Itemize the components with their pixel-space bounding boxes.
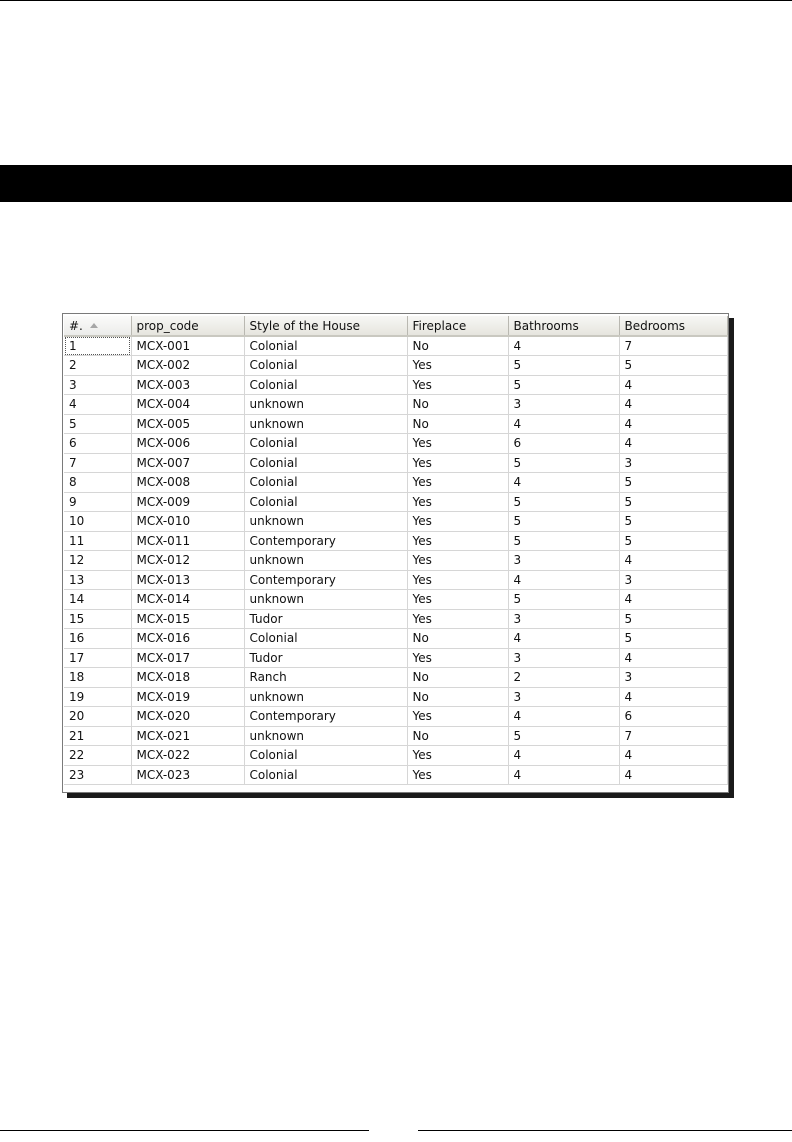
prop-code-cell[interactable]: MCX-016: [131, 629, 244, 649]
table-row[interactable]: [64, 726, 727, 746]
prop-code-cell[interactable]: MCX-010: [131, 512, 244, 532]
bedrooms-cell[interactable]: 4: [619, 746, 727, 766]
bathrooms-cell[interactable]: 5: [508, 726, 619, 746]
bedrooms-cell[interactable]: 7: [619, 336, 727, 356]
fireplace-cell[interactable]: Yes: [407, 707, 508, 727]
style-cell[interactable]: Colonial: [244, 629, 407, 649]
style-cell[interactable]: Tudor: [244, 609, 407, 629]
bathrooms-cell[interactable]: 4: [508, 414, 619, 434]
prop-code-cell[interactable]: MCX-023: [131, 765, 244, 785]
fireplace-cell[interactable]: Yes: [407, 531, 508, 551]
row-number-cell[interactable]: 16: [64, 629, 131, 649]
row-number-cell[interactable]: 15: [64, 609, 131, 629]
table-row[interactable]: [64, 453, 727, 473]
fireplace-cell[interactable]: Yes: [407, 473, 508, 493]
data-table: [64, 316, 728, 785]
row-number-cell[interactable]: 23: [64, 765, 131, 785]
bathrooms-cell[interactable]: 4: [508, 707, 619, 727]
bedrooms-cell[interactable]: 7: [619, 726, 727, 746]
header-row: [64, 316, 727, 336]
bedrooms-cell[interactable]: 4: [619, 648, 727, 668]
row-number-cell[interactable]: 11: [64, 531, 131, 551]
table-row[interactable]: [64, 492, 727, 512]
row-number-cell[interactable]: 10: [64, 512, 131, 532]
bathrooms-cell[interactable]: 3: [508, 551, 619, 571]
table-row[interactable]: [64, 473, 727, 493]
bedrooms-cell[interactable]: 4: [619, 551, 727, 571]
row-number-cell[interactable]: 8: [64, 473, 131, 493]
row-number-cell[interactable]: 12: [64, 551, 131, 571]
fireplace-cell[interactable]: Yes: [407, 570, 508, 590]
fireplace-cell[interactable]: Yes: [407, 765, 508, 785]
table-body: [64, 336, 727, 785]
bedrooms-cell[interactable]: 4: [619, 687, 727, 707]
section-header-bar: [0, 165, 792, 202]
bathrooms-cell[interactable]: 3: [508, 395, 619, 415]
bedrooms-cell[interactable]: 5: [619, 531, 727, 551]
bathrooms-cell[interactable]: 4: [508, 473, 619, 493]
bedrooms-cell[interactable]: 3: [619, 668, 727, 688]
prop-code-cell[interactable]: MCX-005: [131, 414, 244, 434]
bedrooms-cell[interactable]: 4: [619, 375, 727, 395]
bedrooms-cell[interactable]: 5: [619, 629, 727, 649]
fireplace-cell[interactable]: Yes: [407, 512, 508, 532]
table-row[interactable]: [64, 336, 727, 356]
style-cell[interactable]: Colonial: [244, 746, 407, 766]
footer-rule-right: [418, 1130, 792, 1131]
row-number-cell[interactable]: 5: [64, 414, 131, 434]
style-cell[interactable]: unknown: [244, 551, 407, 571]
fireplace-cell[interactable]: No: [407, 395, 508, 415]
column-header-label: Bathrooms: [513, 318, 579, 333]
fireplace-cell[interactable]: Yes: [407, 453, 508, 473]
bedrooms-cell[interactable]: 4: [619, 765, 727, 785]
style-cell[interactable]: unknown: [244, 590, 407, 610]
row-number-cell[interactable]: 4: [64, 395, 131, 415]
style-cell[interactable]: Colonial: [244, 356, 407, 376]
table-row[interactable]: [64, 590, 727, 610]
fireplace-cell[interactable]: No: [407, 336, 508, 356]
table-row[interactable]: [64, 648, 727, 668]
fireplace-cell[interactable]: No: [407, 414, 508, 434]
row-number-cell[interactable]: 22: [64, 746, 131, 766]
bathrooms-cell[interactable]: 5: [508, 590, 619, 610]
row-number-cell[interactable]: 2: [64, 356, 131, 376]
bathrooms-cell[interactable]: 5: [508, 356, 619, 376]
table-row[interactable]: [64, 765, 727, 785]
bathrooms-cell[interactable]: 6: [508, 434, 619, 454]
row-number-cell[interactable]: 19: [64, 687, 131, 707]
bathrooms-cell[interactable]: 5: [508, 531, 619, 551]
fireplace-cell[interactable]: Yes: [407, 356, 508, 376]
style-cell[interactable]: unknown: [244, 395, 407, 415]
style-cell[interactable]: Colonial: [244, 473, 407, 493]
table-row[interactable]: [64, 609, 727, 629]
fireplace-cell[interactable]: Yes: [407, 492, 508, 512]
fireplace-cell[interactable]: Yes: [407, 434, 508, 454]
row-number-cell[interactable]: 18: [64, 668, 131, 688]
prop-code-cell[interactable]: MCX-013: [131, 570, 244, 590]
prop-code-cell[interactable]: MCX-009: [131, 492, 244, 512]
top-rule: [0, 0, 792, 1]
style-cell[interactable]: Colonial: [244, 336, 407, 356]
table-row[interactable]: [64, 414, 727, 434]
sort-ascending-icon: [90, 323, 98, 328]
column-header-label: Style of the House: [249, 318, 360, 333]
fireplace-cell[interactable]: No: [407, 629, 508, 649]
bathrooms-cell[interactable]: 4: [508, 746, 619, 766]
bedrooms-cell[interactable]: 5: [619, 512, 727, 532]
bathrooms-cell[interactable]: 4: [508, 765, 619, 785]
bedrooms-cell[interactable]: 4: [619, 414, 727, 434]
bathrooms-cell[interactable]: 4: [508, 629, 619, 649]
style-cell[interactable]: unknown: [244, 414, 407, 434]
data-grid: [62, 313, 729, 793]
footer-rule-left: [0, 1130, 369, 1131]
style-cell[interactable]: unknown: [244, 512, 407, 532]
bathrooms-cell[interactable]: 4: [508, 570, 619, 590]
style-cell[interactable]: Colonial: [244, 375, 407, 395]
table-row[interactable]: [64, 746, 727, 766]
prop-code-cell[interactable]: MCX-019: [131, 687, 244, 707]
table-row[interactable]: [64, 512, 727, 532]
style-cell[interactable]: unknown: [244, 726, 407, 746]
table-row[interactable]: [64, 570, 727, 590]
style-cell[interactable]: Contemporary: [244, 707, 407, 727]
style-cell[interactable]: Tudor: [244, 648, 407, 668]
bedrooms-cell[interactable]: 3: [619, 570, 727, 590]
fireplace-cell[interactable]: No: [407, 726, 508, 746]
prop-code-cell[interactable]: MCX-002: [131, 356, 244, 376]
table-row[interactable]: [64, 434, 727, 454]
fireplace-cell[interactable]: Yes: [407, 648, 508, 668]
bathrooms-cell[interactable]: 5: [508, 375, 619, 395]
bathrooms-cell[interactable]: 2: [508, 668, 619, 688]
style-cell[interactable]: Contemporary: [244, 570, 407, 590]
table-row[interactable]: [64, 551, 727, 571]
table-row[interactable]: [64, 395, 727, 415]
prop-code-cell[interactable]: MCX-021: [131, 726, 244, 746]
column-header-prop-code[interactable]: [131, 316, 244, 336]
column-header-bedrooms[interactable]: [619, 316, 727, 336]
fireplace-cell[interactable]: No: [407, 687, 508, 707]
prop-code-cell[interactable]: MCX-007: [131, 453, 244, 473]
bedrooms-cell[interactable]: 5: [619, 492, 727, 512]
fireplace-cell[interactable]: Yes: [407, 375, 508, 395]
table-row[interactable]: [64, 707, 727, 727]
style-cell[interactable]: Colonial: [244, 434, 407, 454]
prop-code-cell[interactable]: MCX-018: [131, 668, 244, 688]
table-row[interactable]: [64, 687, 727, 707]
bedrooms-cell[interactable]: 4: [619, 434, 727, 454]
prop-code-cell[interactable]: MCX-017: [131, 648, 244, 668]
row-number-cell[interactable]: 6: [64, 434, 131, 454]
fireplace-cell[interactable]: Yes: [407, 746, 508, 766]
row-number-cell[interactable]: 13: [64, 570, 131, 590]
fireplace-cell[interactable]: Yes: [407, 551, 508, 571]
column-header-bathrooms[interactable]: [508, 316, 619, 336]
table-row[interactable]: [64, 531, 727, 551]
column-header-row-number[interactable]: [64, 316, 131, 336]
prop-code-cell[interactable]: MCX-008: [131, 473, 244, 493]
row-number-cell[interactable]: 20: [64, 707, 131, 727]
prop-code-cell[interactable]: MCX-014: [131, 590, 244, 610]
table-row[interactable]: [64, 668, 727, 688]
prop-code-cell[interactable]: MCX-012: [131, 551, 244, 571]
column-header-label: prop_code: [136, 318, 199, 333]
prop-code-cell[interactable]: MCX-020: [131, 707, 244, 727]
prop-code-cell[interactable]: MCX-015: [131, 609, 244, 629]
bedrooms-cell[interactable]: 5: [619, 356, 727, 376]
style-cell[interactable]: Colonial: [244, 453, 407, 473]
bedrooms-cell[interactable]: 5: [619, 473, 727, 493]
style-cell[interactable]: Colonial: [244, 492, 407, 512]
column-header-label: #.: [69, 318, 83, 333]
style-cell[interactable]: Colonial: [244, 765, 407, 785]
style-cell[interactable]: Ranch: [244, 668, 407, 688]
table-row[interactable]: [64, 356, 727, 376]
bathrooms-cell[interactable]: 3: [508, 648, 619, 668]
fireplace-cell[interactable]: Yes: [407, 590, 508, 610]
row-number-cell[interactable]: 17: [64, 648, 131, 668]
bathrooms-cell[interactable]: 4: [508, 336, 619, 356]
bedrooms-cell[interactable]: 3: [619, 453, 727, 473]
bathrooms-cell[interactable]: 5: [508, 453, 619, 473]
bedrooms-cell[interactable]: 4: [619, 395, 727, 415]
bathrooms-cell[interactable]: 3: [508, 687, 619, 707]
column-header-fireplace[interactable]: [407, 316, 508, 336]
table-row[interactable]: [64, 629, 727, 649]
row-number-cell[interactable]: 21: [64, 726, 131, 746]
fireplace-cell[interactable]: Yes: [407, 609, 508, 629]
column-header-label: Fireplace: [412, 318, 467, 333]
prop-code-cell[interactable]: MCX-022: [131, 746, 244, 766]
row-number-cell[interactable]: 3: [64, 375, 131, 395]
style-cell[interactable]: Contemporary: [244, 531, 407, 551]
prop-code-cell[interactable]: MCX-011: [131, 531, 244, 551]
row-number-cell[interactable]: 1: [64, 336, 131, 356]
prop-code-cell[interactable]: MCX-004: [131, 395, 244, 415]
bedrooms-cell[interactable]: 6: [619, 707, 727, 727]
prop-code-cell[interactable]: MCX-003: [131, 375, 244, 395]
fireplace-cell[interactable]: No: [407, 668, 508, 688]
bathrooms-cell[interactable]: 5: [508, 492, 619, 512]
bathrooms-cell[interactable]: 3: [508, 609, 619, 629]
bedrooms-cell[interactable]: 4: [619, 590, 727, 610]
style-cell[interactable]: unknown: [244, 687, 407, 707]
table-row[interactable]: [64, 375, 727, 395]
prop-code-cell[interactable]: MCX-006: [131, 434, 244, 454]
column-header-style[interactable]: [244, 316, 407, 336]
bedrooms-cell[interactable]: 5: [619, 609, 727, 629]
prop-code-cell[interactable]: MCX-001: [131, 336, 244, 356]
row-number-cell[interactable]: 14: [64, 590, 131, 610]
row-number-cell[interactable]: 7: [64, 453, 131, 473]
bathrooms-cell[interactable]: 5: [508, 512, 619, 532]
column-header-label: Bedrooms: [624, 318, 686, 333]
row-number-cell[interactable]: 9: [64, 492, 131, 512]
